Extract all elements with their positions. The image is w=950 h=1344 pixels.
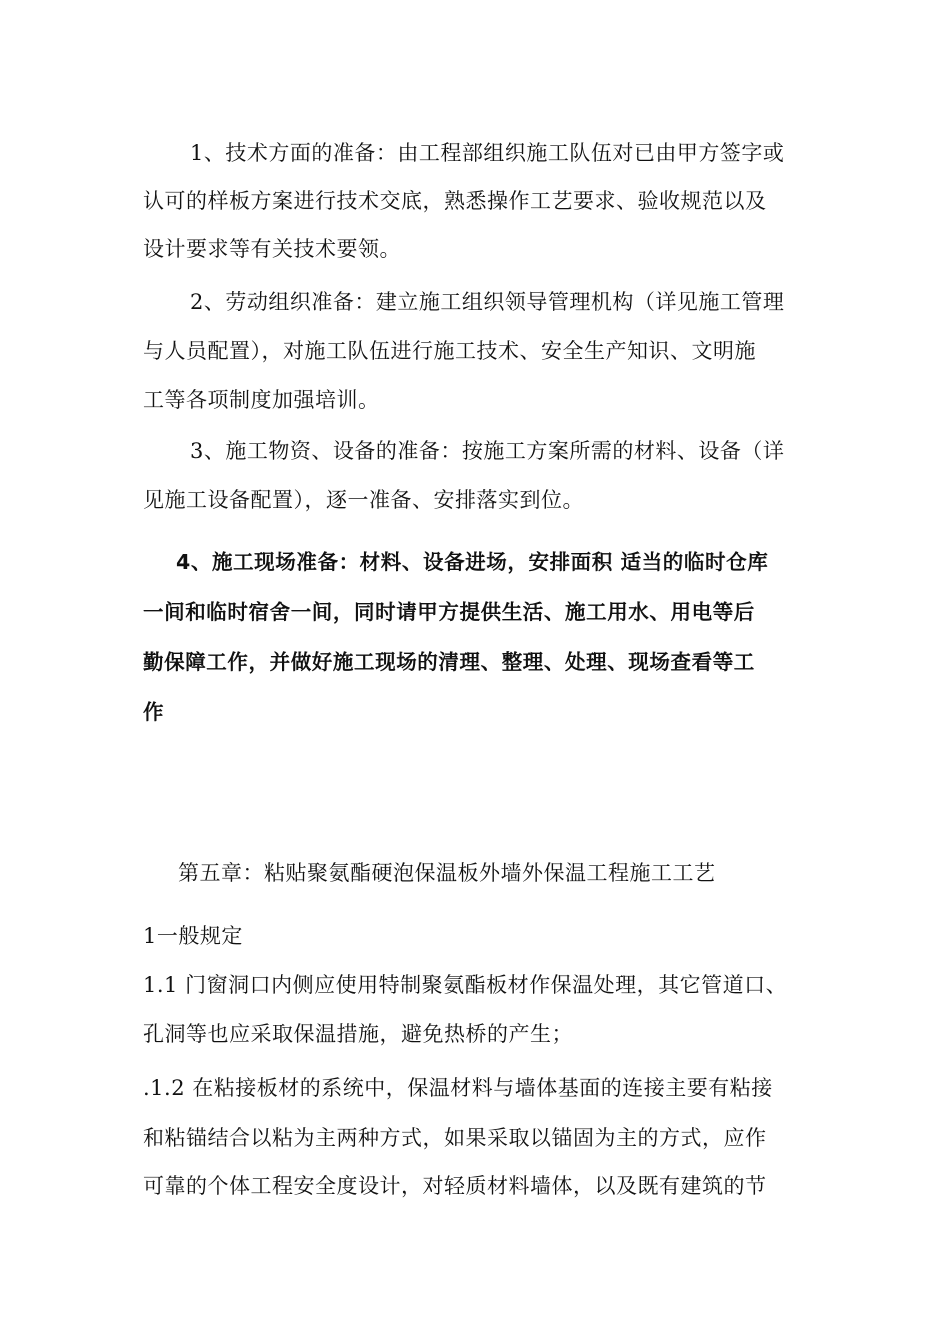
paragraph-1-line-2: 认可的样板方案进行技术交底，熟悉操作工艺要求、验收规范以及: [143, 189, 767, 213]
item-1-2-line-1: .1.2 在粘接板材的系统中，保温材料与墙体基面的连接主要有粘接: [143, 1076, 773, 1100]
item-1-1-line-1: 1.1 门窗洞口内侧应使用特制聚氨酯板材作保温处理，其它管道口、: [143, 973, 788, 997]
paragraph-2-line-3: 工等各项制度加强培训。: [143, 388, 380, 412]
item-1-1-line-2: 孔洞等也应采取保温措施，避免热桥的产生；: [143, 1022, 573, 1046]
paragraph-3-line-1: 3、施工物资、设备的准备：按施工方案所需的材料、设备（详: [190, 439, 785, 463]
paragraph-1-line-1: 1、技术方面的准备：由工程部组织施工队伍对已由甲方签字或: [190, 141, 785, 165]
paragraph-1-line-3: 设计要求等有关技术要领。: [143, 237, 401, 261]
paragraph-3-line-2: 见施工设备配置），逐一准备、安排落实到位。: [143, 488, 584, 512]
paragraph-4-line-2: 一间和临时宿舍一间，同时请甲方提供生活、施工用水、用电等后: [143, 600, 755, 624]
chapter-title: 第五章：粘贴聚氨酯硬泡保温板外墙外保温工程施工工艺: [178, 861, 716, 885]
item-1-2-line-2: 和粘锚结合以粘为主两种方式，如果采取以锚固为主的方式，应作: [143, 1126, 767, 1150]
paragraph-4-line-4: 作: [143, 700, 165, 724]
paragraph-4-line-1: 4、施工现场准备：材料、设备进场，安排面积 适当的临时仓库: [176, 550, 769, 574]
paragraph-2-line-1: 2、劳动组织准备：建立施工组织领导管理机构（详见施工管理: [190, 290, 785, 314]
item-1-2-line-3: 可靠的个体工程安全度设计，对轻质材料墙体，以及既有建筑的节: [143, 1174, 767, 1198]
paragraph-4-line-3: 勤保障工作，并做好施工现场的清理、整理、处理、现场查看等工: [143, 650, 755, 674]
paragraph-2-line-2: 与人员配置），对施工队伍进行施工技术、安全生产知识、文明施: [143, 339, 756, 363]
section-heading: 1一般规定: [143, 924, 243, 948]
